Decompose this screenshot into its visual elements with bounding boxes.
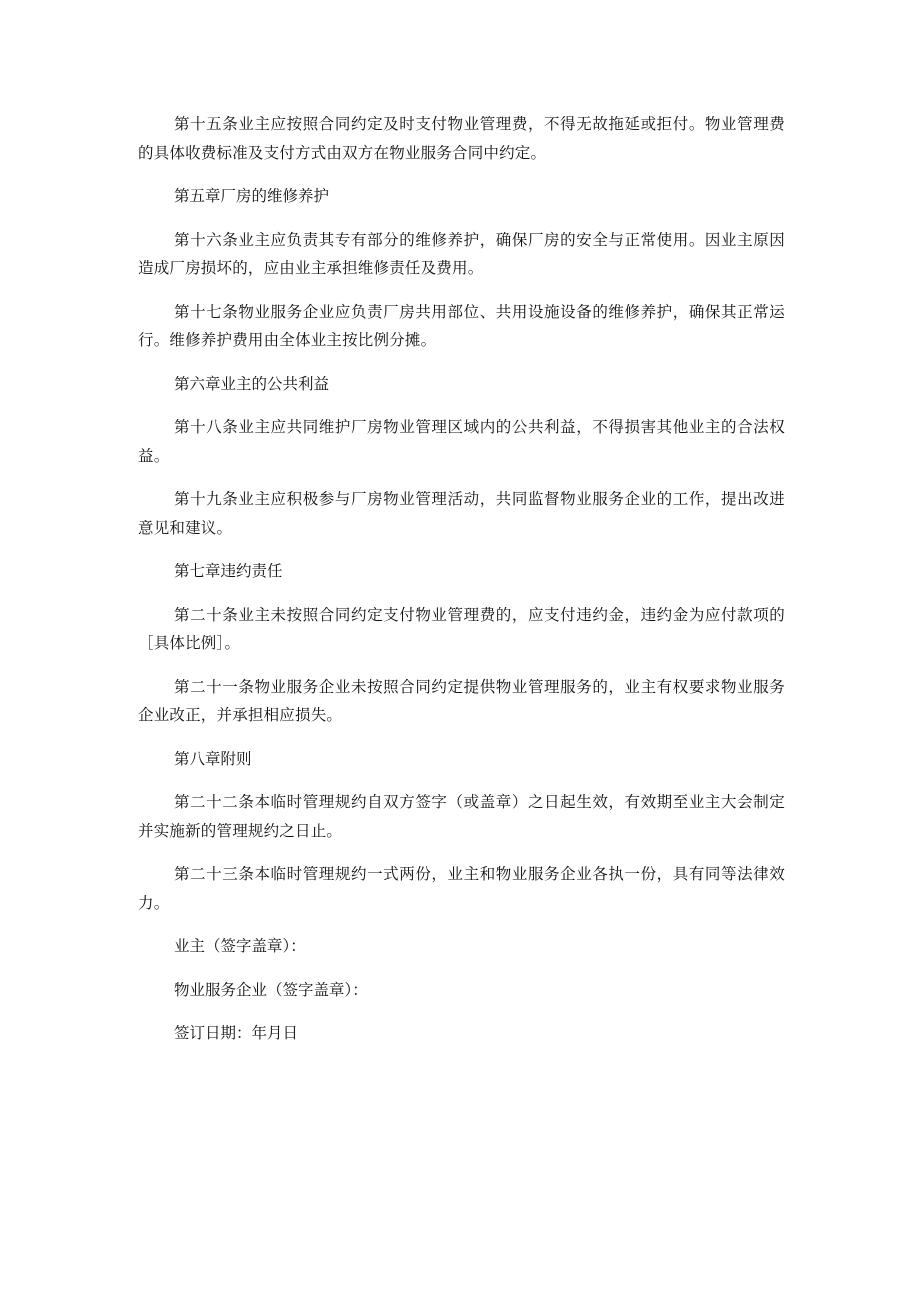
chapter-6-heading: 第六章业主的公共利益 bbox=[174, 374, 330, 393]
article-19: 第十九条业主应积极参与厂房物业管理活动，共同监督物业服务企业的工作，提出改进意见和建议。 bbox=[138, 490, 785, 537]
enterprise-signature-line: 物业服务企业（签字盖章）： bbox=[174, 980, 368, 999]
article-18: 第十八条业主应共同维护厂房物业管理区域内的公共利益，不得损害其他业主的合法权益。 bbox=[138, 418, 785, 465]
chapter-5-heading: 第五章厂房的维修养护 bbox=[174, 187, 330, 205]
article-23: 第二十三条本临时管理规约一式两份，业主和物业服务企业各执一份，具有同等法律效力。 bbox=[138, 865, 785, 912]
signing-date-line: 签订日期：年月日 bbox=[174, 1024, 299, 1042]
chapter-8-heading: 第八章附则 bbox=[174, 749, 252, 768]
document-page bbox=[138, 110, 785, 1063]
chapter-7-heading: 第七章违约责任 bbox=[174, 562, 283, 580]
article-20: 第二十条业主未按照合同约定支付物业管理费的，应支付违约金，违约金为应付款项的［具体比例］。 bbox=[138, 605, 785, 652]
owner-signature-line: 业主（签字盖章）： bbox=[174, 937, 306, 955]
article-16: 第十六条业主应负责其专有部分的维修养护，确保厂房的安全与正常使用。因业主原因造成厂房损坏的，应由业主承担维修责任及费用。 bbox=[138, 230, 785, 277]
article-17: 第十七条物业服务企业应负责厂房共用部位、共用设施设备的维修养护，确保其正常运行。维修养护费用由全体业主按比例分摊。 bbox=[138, 302, 785, 349]
article-21: 第二十一条物业服务企业未按照合同约定提供物业管理服务的，业主有权要求物业服务企业改正，并承担相应损失。 bbox=[138, 677, 785, 724]
article-22: 第二十二条本临时管理规约自双方签字（或盖章）之日起生效，有效期至业主大会制定并实施新的管理规约之日止。 bbox=[138, 793, 785, 840]
article-15: 第十五条业主应按照合同约定及时支付物业管理费，不得无故拖延或拒付。物业管理费的具体收费标准及支付方式由双方在物业服务合同中约定。 bbox=[138, 115, 785, 162]
